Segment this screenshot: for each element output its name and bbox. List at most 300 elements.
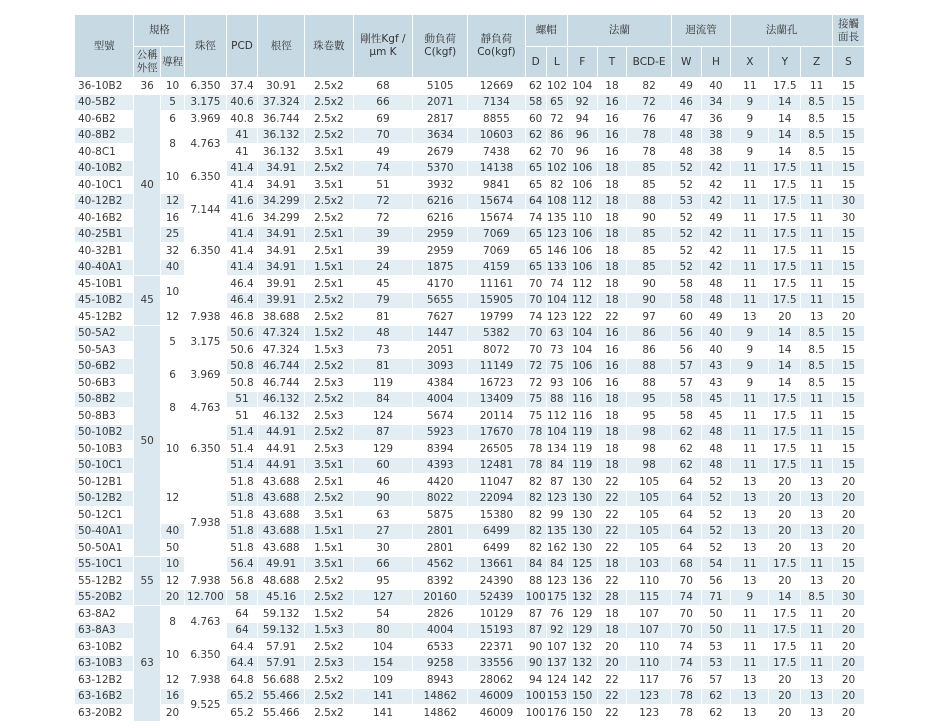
l-cell: 108 — [546, 193, 567, 210]
y-cell: 17.5 — [769, 259, 801, 276]
f-cell: 119 — [567, 441, 597, 458]
header-spec: 規格 — [134, 15, 185, 47]
model-cell: 50-10C1 — [75, 457, 134, 474]
bcd-cell: 85 — [627, 259, 672, 276]
header-contact-length: 接觸面長 — [833, 15, 865, 47]
z-cell: 13 — [801, 507, 833, 524]
lead-cell: 10 — [160, 276, 184, 309]
h-cell: 45 — [701, 408, 731, 425]
w-cell: 52 — [671, 210, 701, 227]
model-cell: 55-10C1 — [75, 556, 134, 573]
x-cell: 9 — [731, 144, 769, 161]
t-cell: 20 — [597, 639, 627, 656]
co-cell: 22094 — [468, 490, 525, 507]
d-cell: 100 — [525, 705, 546, 722]
y-cell: 20 — [769, 507, 801, 524]
h-cell: 38 — [701, 144, 731, 161]
k-cell: 109 — [353, 672, 412, 689]
c-cell: 7627 — [413, 309, 468, 326]
z-cell: 8.5 — [801, 94, 833, 111]
co-cell: 11047 — [468, 474, 525, 491]
root-cell: 36.132 — [258, 127, 305, 144]
d-cell: 65 — [525, 226, 546, 243]
z-cell: 11 — [801, 441, 833, 458]
h-cell: 40 — [701, 78, 731, 95]
root-cell: 34.299 — [258, 193, 305, 210]
f-cell: 116 — [567, 408, 597, 425]
l-cell: 73 — [546, 342, 567, 359]
y-cell: 14 — [769, 94, 801, 111]
w-cell: 68 — [671, 556, 701, 573]
table-row — [75, 127, 865, 144]
model-cell: 40-8B2 — [75, 127, 134, 144]
model-cell: 45-10B1 — [75, 276, 134, 293]
l-cell: 102 — [546, 160, 567, 177]
z-cell: 8.5 — [801, 127, 833, 144]
y-cell: 20 — [769, 474, 801, 491]
l-cell: 88 — [546, 391, 567, 408]
root-cell: 43.688 — [258, 507, 305, 524]
k-cell: 81 — [353, 358, 412, 375]
l-cell: 135 — [546, 210, 567, 227]
k-cell: 30 — [353, 540, 412, 557]
circ-cell: 2.5x2 — [305, 589, 354, 606]
l-cell: 87 — [546, 474, 567, 491]
s-cell: 30 — [833, 193, 865, 210]
bcd-cell: 88 — [627, 358, 672, 375]
s-cell: 15 — [833, 556, 865, 573]
y-cell: 17.5 — [769, 622, 801, 639]
x-cell: 11 — [731, 424, 769, 441]
k-cell: 73 — [353, 342, 412, 359]
bcd-cell: 78 — [627, 144, 672, 161]
d-cell: 70 — [525, 342, 546, 359]
lead-cell: 5 — [160, 325, 184, 358]
x-cell: 11 — [731, 226, 769, 243]
lead-cell: 8 — [160, 127, 184, 160]
ball-dia-cell: 4.763 — [185, 127, 226, 160]
w-cell: 48 — [671, 127, 701, 144]
y-cell: 17.5 — [769, 424, 801, 441]
bcd-cell: 78 — [627, 127, 672, 144]
z-cell: 8.5 — [801, 342, 833, 359]
h-cell: 38 — [701, 127, 731, 144]
c-cell: 6533 — [413, 639, 468, 656]
c-cell: 3093 — [413, 358, 468, 375]
model-cell: 50-12C1 — [75, 507, 134, 524]
table-row — [75, 276, 865, 293]
y-cell: 17.5 — [769, 639, 801, 656]
c-cell: 2801 — [413, 540, 468, 557]
l-cell: 99 — [546, 507, 567, 524]
table-row — [75, 639, 865, 656]
co-cell: 7069 — [468, 226, 525, 243]
circ-cell: 1.5x1 — [305, 540, 354, 557]
c-cell: 6216 — [413, 193, 468, 210]
k-cell: 60 — [353, 457, 412, 474]
l-cell: 72 — [546, 111, 567, 128]
l-cell: 175 — [546, 589, 567, 606]
t-cell: 16 — [597, 94, 627, 111]
pcd-cell: 50.6 — [226, 325, 258, 342]
k-cell: 90 — [353, 490, 412, 507]
model-cell: 45-10B2 — [75, 292, 134, 309]
l-cell: 102 — [546, 78, 567, 95]
model-cell: 63-8A3 — [75, 622, 134, 639]
s-cell: 15 — [833, 243, 865, 260]
circ-cell: 2.5x1 — [305, 474, 354, 491]
model-cell: 50-40A1 — [75, 523, 134, 540]
z-cell: 13 — [801, 540, 833, 557]
k-cell: 69 — [353, 111, 412, 128]
ball-dia-cell: 9.525 — [185, 688, 226, 721]
y-cell: 20 — [769, 540, 801, 557]
w-cell: 70 — [671, 573, 701, 590]
l-cell: 123 — [546, 226, 567, 243]
model-cell: 50-10B2 — [75, 424, 134, 441]
c-cell: 3634 — [413, 127, 468, 144]
h-cell: 52 — [701, 507, 731, 524]
z-cell: 13 — [801, 672, 833, 689]
circ-cell: 2.5x2 — [305, 688, 354, 705]
k-cell: 124 — [353, 408, 412, 425]
table-row — [75, 424, 865, 441]
table-row — [75, 193, 865, 210]
lead-cell: 50 — [160, 540, 184, 557]
model-cell: 40-10B2 — [75, 160, 134, 177]
co-cell: 33556 — [468, 655, 525, 672]
s-cell: 15 — [833, 292, 865, 309]
t-cell: 18 — [597, 556, 627, 573]
circ-cell: 2.5x2 — [305, 391, 354, 408]
circ-cell: 2.5x2 — [305, 292, 354, 309]
f-cell: 136 — [567, 573, 597, 590]
z-cell: 11 — [801, 639, 833, 656]
x-cell: 13 — [731, 490, 769, 507]
bcd-cell: 110 — [627, 655, 672, 672]
z-cell: 13 — [801, 573, 833, 590]
k-cell: 70 — [353, 127, 412, 144]
bcd-cell: 90 — [627, 292, 672, 309]
ball-dia-cell: 6.350 — [185, 160, 226, 193]
pcd-cell: 41.4 — [226, 160, 258, 177]
t-cell: 22 — [597, 490, 627, 507]
d-cell: 62 — [525, 144, 546, 161]
s-cell: 15 — [833, 177, 865, 194]
circ-cell: 1.5x1 — [305, 259, 354, 276]
model-cell: 50-5A2 — [75, 325, 134, 342]
root-cell: 36.132 — [258, 144, 305, 161]
d-cell: 65 — [525, 259, 546, 276]
circ-cell: 3.5x1 — [305, 457, 354, 474]
header-dynamic-load: 動負荷C(kgf) — [413, 15, 468, 78]
y-cell: 17.5 — [769, 78, 801, 95]
s-cell: 20 — [833, 622, 865, 639]
header-X: X — [731, 47, 769, 78]
l-cell: 75 — [546, 358, 567, 375]
l-cell: 107 — [546, 639, 567, 656]
w-cell: 70 — [671, 606, 701, 623]
ball-dia-cell: 3.969 — [185, 358, 226, 391]
d-cell: 78 — [525, 457, 546, 474]
y-cell: 17.5 — [769, 160, 801, 177]
w-cell: 47 — [671, 111, 701, 128]
d-cell: 78 — [525, 441, 546, 458]
x-cell: 13 — [731, 573, 769, 590]
circ-cell: 1.5x3 — [305, 622, 354, 639]
table-row — [75, 325, 865, 342]
root-cell: 49.91 — [258, 556, 305, 573]
header-nominal-od: 公稱外徑 — [134, 47, 161, 78]
pcd-cell: 40.6 — [226, 94, 258, 111]
y-cell: 20 — [769, 688, 801, 705]
t-cell: 16 — [597, 127, 627, 144]
header-H: H — [701, 47, 731, 78]
circ-cell: 2.5x2 — [305, 358, 354, 375]
circ-cell: 1.5x1 — [305, 523, 354, 540]
f-cell: 119 — [567, 424, 597, 441]
root-cell: 59.132 — [258, 622, 305, 639]
ball-dia-cell: 7.938 — [185, 573, 226, 590]
bcd-cell: 105 — [627, 507, 672, 524]
z-cell: 8.5 — [801, 111, 833, 128]
w-cell: 62 — [671, 441, 701, 458]
t-cell: 16 — [597, 144, 627, 161]
d-cell: 58 — [525, 94, 546, 111]
d-cell: 94 — [525, 672, 546, 689]
c-cell: 8394 — [413, 441, 468, 458]
f-cell: 132 — [567, 655, 597, 672]
ball-dia-cell: 3.175 — [185, 325, 226, 358]
ball-dia-cell — [185, 276, 226, 309]
t-cell: 22 — [597, 523, 627, 540]
h-cell: 40 — [701, 342, 731, 359]
header-D: D — [525, 47, 546, 78]
d-cell: 82 — [525, 490, 546, 507]
y-cell: 14 — [769, 589, 801, 606]
y-cell: 17.5 — [769, 606, 801, 623]
root-cell: 44.91 — [258, 457, 305, 474]
z-cell: 13 — [801, 474, 833, 491]
s-cell: 30 — [833, 589, 865, 606]
circ-cell: 2.5x2 — [305, 94, 354, 111]
l-cell: 104 — [546, 424, 567, 441]
header-BCD-E: BCD-E — [627, 47, 672, 78]
h-cell: 40 — [701, 325, 731, 342]
model-cell: 50-6B2 — [75, 358, 134, 375]
pcd-cell: 50.6 — [226, 342, 258, 359]
bcd-cell: 105 — [627, 523, 672, 540]
x-cell: 13 — [731, 523, 769, 540]
f-cell: 106 — [567, 358, 597, 375]
ball-dia-cell: 12.700 — [185, 589, 226, 606]
table-row — [75, 94, 865, 111]
pcd-cell: 41.6 — [226, 210, 258, 227]
root-cell: 47.324 — [258, 325, 305, 342]
bcd-cell: 107 — [627, 622, 672, 639]
model-cell: 50-6B3 — [75, 375, 134, 392]
y-cell: 17.5 — [769, 177, 801, 194]
root-cell: 36.744 — [258, 111, 305, 128]
root-cell: 34.299 — [258, 210, 305, 227]
t-cell: 28 — [597, 589, 627, 606]
h-cell: 48 — [701, 292, 731, 309]
c-cell: 14862 — [413, 688, 468, 705]
k-cell: 72 — [353, 210, 412, 227]
model-cell: 63-10B2 — [75, 639, 134, 656]
table-body — [75, 78, 865, 722]
circ-cell: 2.5x2 — [305, 309, 354, 326]
ball-dia-cell: 7.938 — [185, 672, 226, 689]
d-cell: 65 — [525, 177, 546, 194]
y-cell: 17.5 — [769, 556, 801, 573]
w-cell: 52 — [671, 226, 701, 243]
table-row — [75, 589, 865, 606]
k-cell: 46 — [353, 474, 412, 491]
x-cell: 11 — [731, 292, 769, 309]
h-cell: 52 — [701, 490, 731, 507]
pcd-cell: 51.8 — [226, 474, 258, 491]
pcd-cell: 37.4 — [226, 78, 258, 95]
c-cell: 4170 — [413, 276, 468, 293]
lead-cell: 16 — [160, 210, 184, 227]
t-cell: 18 — [597, 622, 627, 639]
s-cell: 20 — [833, 688, 865, 705]
y-cell: 20 — [769, 309, 801, 326]
d-cell: 74 — [525, 309, 546, 326]
root-cell: 38.688 — [258, 309, 305, 326]
t-cell: 18 — [597, 78, 627, 95]
pcd-cell: 51.4 — [226, 441, 258, 458]
circ-cell: 3.5x1 — [305, 177, 354, 194]
k-cell: 54 — [353, 606, 412, 623]
nominal-od-cell: 63 — [134, 606, 161, 722]
x-cell: 11 — [731, 78, 769, 95]
ball-dia-cell: 4.763 — [185, 391, 226, 424]
h-cell: 53 — [701, 639, 731, 656]
s-cell: 15 — [833, 94, 865, 111]
d-cell: 62 — [525, 78, 546, 95]
z-cell: 11 — [801, 210, 833, 227]
d-cell: 78 — [525, 424, 546, 441]
z-cell: 11 — [801, 193, 833, 210]
circ-cell: 3.5x1 — [305, 556, 354, 573]
bcd-cell: 85 — [627, 243, 672, 260]
w-cell: 64 — [671, 474, 701, 491]
bcd-cell: 76 — [627, 111, 672, 128]
s-cell: 15 — [833, 325, 865, 342]
pcd-cell: 50.8 — [226, 375, 258, 392]
root-cell: 45.16 — [258, 589, 305, 606]
s-cell: 15 — [833, 160, 865, 177]
h-cell: 52 — [701, 474, 731, 491]
h-cell: 43 — [701, 375, 731, 392]
ball-dia-cell: 7.938 — [185, 474, 226, 573]
t-cell: 18 — [597, 441, 627, 458]
z-cell: 11 — [801, 655, 833, 672]
co-cell: 5382 — [468, 325, 525, 342]
table-row — [75, 111, 865, 128]
t-cell: 18 — [597, 276, 627, 293]
w-cell: 78 — [671, 705, 701, 722]
z-cell: 11 — [801, 391, 833, 408]
root-cell: 34.91 — [258, 226, 305, 243]
y-cell: 17.5 — [769, 391, 801, 408]
k-cell: 39 — [353, 226, 412, 243]
co-cell: 11161 — [468, 276, 525, 293]
l-cell: 112 — [546, 408, 567, 425]
circ-cell: 2.5x3 — [305, 408, 354, 425]
f-cell: 106 — [567, 226, 597, 243]
bcd-cell: 103 — [627, 556, 672, 573]
pcd-cell: 64.8 — [226, 672, 258, 689]
t-cell: 22 — [597, 705, 627, 722]
c-cell: 1447 — [413, 325, 468, 342]
l-cell: 135 — [546, 523, 567, 540]
circ-cell: 2.5x2 — [305, 111, 354, 128]
f-cell: 104 — [567, 342, 597, 359]
header-Z: Z — [801, 47, 833, 78]
root-cell: 39.91 — [258, 292, 305, 309]
root-cell: 43.688 — [258, 523, 305, 540]
bcd-cell: 86 — [627, 325, 672, 342]
t-cell: 22 — [597, 573, 627, 590]
t-cell: 18 — [597, 243, 627, 260]
k-cell: 127 — [353, 589, 412, 606]
circ-cell: 2.5x2 — [305, 424, 354, 441]
pcd-cell: 51 — [226, 391, 258, 408]
z-cell: 13 — [801, 705, 833, 722]
f-cell: 122 — [567, 309, 597, 326]
nominal-od-cell: 55 — [134, 556, 161, 606]
f-cell: 106 — [567, 177, 597, 194]
table-row — [75, 309, 865, 326]
h-cell: 34 — [701, 94, 731, 111]
bcd-cell: 85 — [627, 226, 672, 243]
t-cell: 18 — [597, 408, 627, 425]
l-cell: 104 — [546, 292, 567, 309]
x-cell: 11 — [731, 441, 769, 458]
z-cell: 11 — [801, 259, 833, 276]
co-cell: 22371 — [468, 639, 525, 656]
root-cell: 59.132 — [258, 606, 305, 623]
ball-screw-spec-table — [74, 14, 865, 722]
pcd-cell: 41.4 — [226, 226, 258, 243]
k-cell: 66 — [353, 556, 412, 573]
d-cell: 87 — [525, 606, 546, 623]
co-cell: 15905 — [468, 292, 525, 309]
w-cell: 58 — [671, 292, 701, 309]
w-cell: 57 — [671, 375, 701, 392]
y-cell: 14 — [769, 342, 801, 359]
table-row — [75, 688, 865, 705]
y-cell: 17.5 — [769, 226, 801, 243]
l-cell: 84 — [546, 556, 567, 573]
x-cell: 11 — [731, 391, 769, 408]
t-cell: 18 — [597, 457, 627, 474]
x-cell: 11 — [731, 160, 769, 177]
model-cell: 40-5B2 — [75, 94, 134, 111]
y-cell: 17.5 — [769, 408, 801, 425]
t-cell: 18 — [597, 259, 627, 276]
root-cell: 34.91 — [258, 243, 305, 260]
k-cell: 79 — [353, 292, 412, 309]
bcd-cell: 105 — [627, 490, 672, 507]
bcd-cell: 117 — [627, 672, 672, 689]
t-cell: 18 — [597, 210, 627, 227]
k-cell: 129 — [353, 441, 412, 458]
x-cell: 9 — [731, 111, 769, 128]
